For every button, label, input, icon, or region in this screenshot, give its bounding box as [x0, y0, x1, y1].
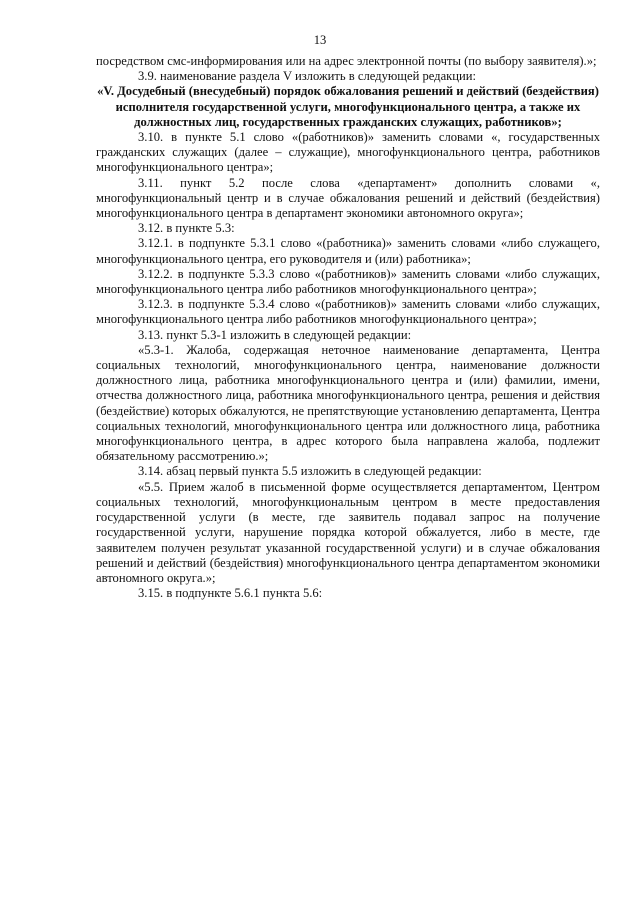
paragraph-5-3-1: «5.3-1. Жалоба, содержащая неточное наименование департамента, Центра социальных технологий, многофункционального центра, наименование должности должностного лица, работника многофункционального центра и (или) фамилии, имени, отчества должностного лица, работника многофункционального центра, решения и действия (бездействие) которых обжалуются, не препятствующие установлению департамента, Центра социальных технологий, многофункционального центра или должностного лица, работника многофункционального центра, в адрес которого была направлена жалоба, подлежит обязательному рассмотрению.»;	[96, 342, 600, 464]
page-number: 13	[313, 33, 327, 47]
section-v-heading: «V. Досудебный (внесудебный) порядок обжалования решений и действий (бездействия) исполнителя государственной услуги, многофункционального центра, а также их должностных лиц, государственных гражданских служащих, работников»;	[97, 84, 599, 129]
paragraph-3-12: 3.12. в пункте 5.3:	[138, 221, 235, 236]
paragraph-3-10: 3.10. в пункте 5.1 слово «(работников)» заменить словами «, государственных гражданских служащих (далее – служащие), многофункционального центра, работников многофункционального центра»;	[96, 130, 600, 175]
paragraph-continuation: посредством смс-информирования или на адрес электронной почты (по выбору заявителя).»;	[96, 54, 597, 68]
paragraph-3-15: 3.15. в подпункте 5.6.1 пункта 5.6:	[138, 586, 323, 601]
paragraph-5-5: «5.5. Прием жалоб в письменной форме осуществляется департаментом, Центром социальных технологий, многофункциональным центром в месте предоставления государственной услуги (в месте, где заявитель подавал запрос на получение государственной услуги, нарушение порядка которой обжалуется, либо в месте, где заявителем получен результат указанной государственной услуги) и в случае обжалования решений и действий (бездействия) многофункционального центра департаментом экономики автономного округа.»;	[96, 479, 600, 585]
document-body	[96, 54, 600, 601]
paragraph-3-13: 3.13. пункт 5.3-1 изложить в следующей редакции:	[138, 327, 412, 342]
paragraph-3-9: 3.9. наименование раздела V изложить в следующей редакции:	[138, 69, 477, 84]
paragraph-3-14: 3.14. абзац первый пункта 5.5 изложить в следующей редакции:	[138, 464, 482, 479]
paragraph-3-12-3: 3.12.3. в подпункте 5.3.4 слово «(работников)» заменить словами «либо служащих, многофункционального центра либо работников многофункционального центра»;	[96, 297, 600, 327]
paragraph-3-12-1: 3.12.1. в подпункте 5.3.1 слово «(работника)» заменить словами «либо служащего, многофункционального центра, его руководителя и (или) работника»;	[96, 236, 600, 266]
paragraph-3-11: 3.11. пункт 5.2 после слова «департамент» дополнить словами «, многофункциональный центр и в случае обжалования решений и действий (бездействия) многофункционального центра в департамент экономики автономного округа»;	[96, 175, 600, 221]
paragraph-3-12-2: 3.12.2. в подпункте 5.3.3 слово «(работников)» заменить словами «либо служащих, многофункционального центра либо работников многофункционального центра»;	[96, 266, 600, 297]
